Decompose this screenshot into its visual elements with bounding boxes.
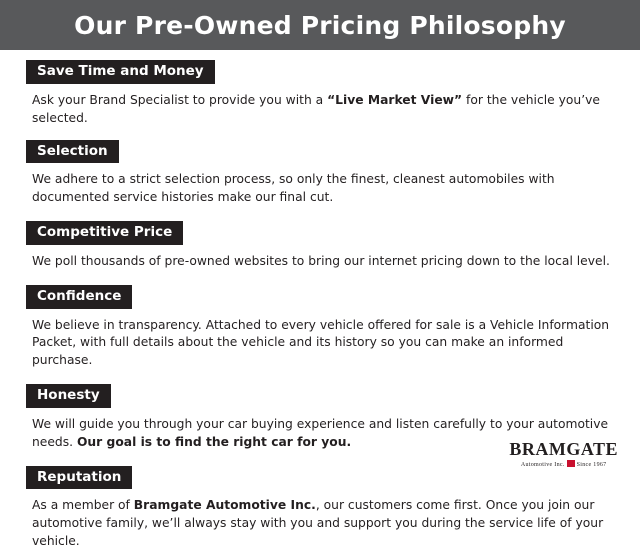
section-heading: Confidence	[26, 285, 132, 309]
body-text-bold: Bramgate Automotive Inc.	[133, 498, 316, 513]
section-heading: Competitive Price	[26, 221, 183, 245]
logo-tagline-right: Since 1967	[576, 462, 607, 468]
bramgate-logo	[509, 440, 618, 468]
section-reputation	[26, 466, 614, 551]
section-confidence	[26, 285, 614, 370]
section-body	[32, 317, 612, 370]
section-heading: Reputation	[26, 466, 132, 490]
body-text-post: for the vehicle you’ve selected.	[32, 92, 600, 125]
section-selection	[26, 140, 614, 208]
section-body	[32, 497, 612, 550]
section-body	[32, 253, 612, 271]
section-body	[32, 92, 612, 128]
page-header	[0, 0, 640, 50]
body-text-pre: We adhere to a strict selection process, so only the finest, cleanest automobiles with documented service histories make our final cut.	[32, 172, 555, 205]
body-text-pre: As a member of	[32, 498, 134, 513]
section-heading: Selection	[26, 140, 119, 164]
section-save-time-and-money	[26, 60, 614, 128]
logo-tagline-left: Automotive Inc.	[520, 462, 565, 468]
body-text-post: , our customers come first. Once you join our automotive family, we’ll always stay with you and support you during the service life of your vehicle.	[32, 498, 604, 548]
body-text-bold: Our goal is to find the right car for you.	[76, 434, 352, 449]
logo-wordmark: BRAMGATE	[509, 439, 618, 459]
page-title: Our Pre-Owned Pricing Philosophy	[74, 10, 566, 40]
section-body	[32, 171, 612, 207]
section-heading: Save Time and Money	[26, 60, 215, 84]
section-competitive-price	[26, 221, 614, 271]
logo-tagline	[509, 460, 618, 468]
body-text-bold: “Live Market View”	[327, 92, 463, 107]
body-text-pre: Ask your Brand Specialist to provide you with a	[32, 92, 328, 107]
section-heading: Honesty	[26, 384, 111, 408]
content-area	[0, 50, 640, 551]
body-text-pre: We will guide you through your car buying experience and listen carefully to your automotive needs.	[32, 416, 609, 449]
body-text-pre: We poll thousands of pre-owned websites to bring our internet pricing down to the local level.	[32, 253, 610, 268]
body-text-pre: We believe in transparency. Attached to every vehicle offered for sale is a Vehicle Information Packet, with full details about the vehicle and its history so you can make an informed purchase.	[32, 317, 610, 368]
logo-accent-square-icon	[567, 460, 575, 467]
